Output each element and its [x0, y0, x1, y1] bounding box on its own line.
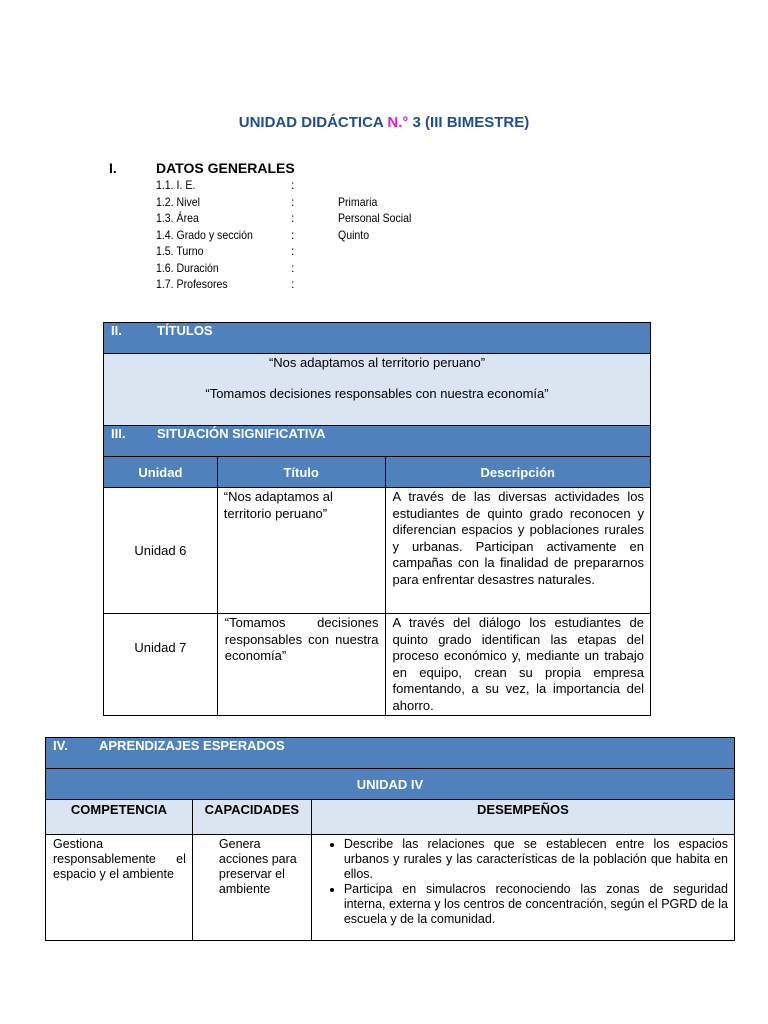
general-data-label: 1.5. Turno	[156, 244, 204, 258]
section-3-heading: SITUACIÓN SIGNIFICATIVA	[157, 426, 326, 441]
section-1-number: I.	[109, 160, 117, 176]
section-3-header-row	[104, 426, 651, 457]
list-item: • Participa en simulacros reconociendo las zonas de seguridad interna, externa y los centros de concentración, según el PGRD de la escuela y de la comunidad.	[344, 882, 728, 927]
unit-header-row	[46, 769, 735, 800]
general-data-colon: :	[291, 194, 295, 209]
section-2-heading: TÍTULOS	[157, 323, 213, 338]
column-header-unidad: Unidad	[104, 457, 218, 488]
general-data-label: 1.1. I. E.	[156, 178, 196, 192]
general-data-label: 1.4. Grado y sección	[156, 227, 253, 242]
column-header-competencia: COMPETENCIA	[46, 800, 193, 835]
competence-cell: Gestiona responsablemente el espacio y el ambiente	[46, 835, 193, 941]
general-data-colon: :	[291, 227, 295, 242]
section-2-header-row	[104, 323, 651, 354]
title-part-3: 3 (III BIMESTRE)	[408, 114, 530, 131]
unit-description-cell: A través de las diversas actividades los estudiantes de quinto grado reconocen y diferencian espacios y poblaciones rurales y urbanas. Participan activamente en campañas con la finalidad de prepararnos para enfrentar desastres naturales.	[385, 488, 650, 614]
section-1-heading: DATOS GENERALES	[156, 160, 295, 176]
title-number-sign: N.°	[387, 114, 409, 131]
performance-list	[314, 837, 728, 927]
section-4-header-row	[46, 738, 735, 769]
section-3-header	[104, 426, 651, 457]
performance-cell	[311, 835, 734, 941]
general-data-colon: :	[291, 260, 295, 275]
general-data-colon: :	[291, 211, 295, 225]
capacity-cell: Genera acciones para preservar el ambiente	[192, 835, 311, 941]
general-data-colon: :	[291, 178, 295, 192]
section-3-number: III.	[111, 426, 126, 441]
general-data-label: 1.2. Nivel	[156, 194, 201, 209]
table-row	[46, 835, 735, 941]
general-data-value: Personal Social	[338, 211, 412, 225]
titles-cell	[104, 354, 651, 426]
general-data-colon: :	[291, 277, 295, 291]
unit-cell: Unidad 6	[104, 488, 218, 614]
general-data-colon: :	[291, 244, 295, 258]
general-data-label: 1.3. Área	[156, 211, 199, 225]
unit-description-cell: A través del diálogo los estudiantes de quinto grado identifican las etapas del proceso económico y, mediante un trabajo en equipo, crean su propia empresa fomentando, a su vez, la importancia del ahorro.	[385, 614, 650, 716]
section-4-number: IV.	[53, 738, 68, 753]
general-data-label: 1.6. Duración	[156, 260, 219, 275]
section-4-heading: APRENDIZAJES ESPERADOS	[99, 738, 285, 753]
section-2-number: II.	[111, 323, 122, 338]
table-row	[104, 488, 651, 614]
column-header-desempenos: DESEMPEÑOS	[311, 800, 734, 835]
column-header-capacidades: CAPACIDADES	[192, 800, 311, 835]
titles-and-situation-table	[103, 322, 651, 716]
unit-title-1: “Nos adaptamos al territorio peruano”	[268, 355, 486, 370]
title-part-1: UNIDAD DIDÁCTICA	[238, 114, 388, 131]
list-item: • Describe las relaciones que se establecen entre los espacios urbanos y rurales y las características de la población que habita en ellos.	[344, 837, 728, 882]
general-data-label: 1.7. Profesores	[156, 277, 228, 291]
general-data-value: Quinto	[338, 227, 370, 242]
unit-title-2: “Tomamos decisiones responsables con nuestra economía”	[205, 386, 549, 401]
unit-title-cell: “Nos adaptamos al territorio peruano”	[217, 488, 385, 614]
situation-column-headers	[104, 457, 651, 488]
section-4-header	[46, 738, 735, 769]
general-data-value: Primaria	[338, 194, 378, 209]
expected-learning-table	[45, 737, 735, 941]
unit-title-cell: “Tomamos decisiones responsables con nuestra economía”	[217, 614, 385, 716]
section-2-header	[104, 323, 651, 354]
unit-cell: Unidad 7	[104, 614, 218, 716]
document-title	[0, 114, 768, 131]
column-header-descripcion: Descripción	[385, 457, 650, 488]
section-2-titles-row	[104, 354, 651, 426]
column-header-titulo: Título	[217, 457, 385, 488]
learning-column-headers	[46, 800, 735, 835]
table-row	[104, 614, 651, 716]
unit-header: UNIDAD IV	[46, 769, 735, 800]
